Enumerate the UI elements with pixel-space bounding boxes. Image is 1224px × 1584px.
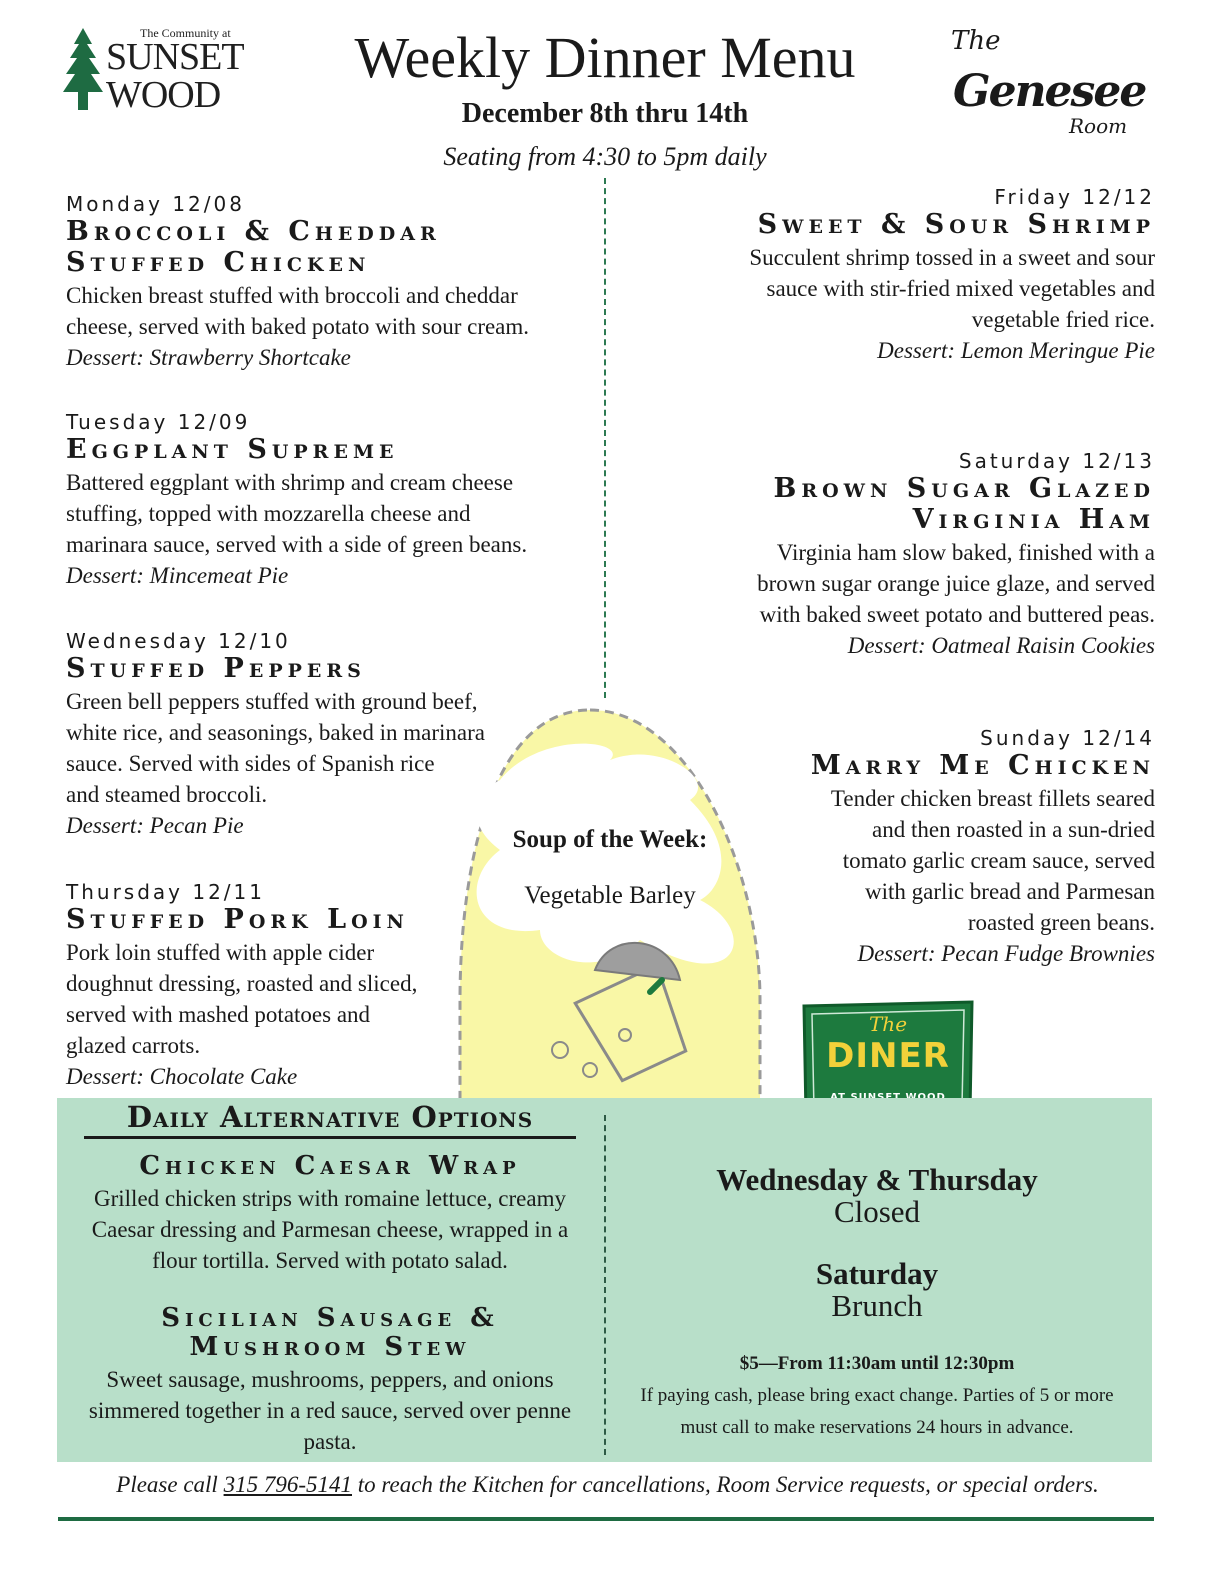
dish-description: Chicken breast stuffed with broccoli and cheddar [66,283,518,308]
dish-name: Stuffed Peppers [66,653,366,684]
dish-name: Eggplant Supreme [66,434,399,465]
alt-dish-name: Mushroom Stew [189,1332,471,1362]
sunset-wood-logo [62,26,262,126]
logo-tagline: The Community at [140,26,231,40]
dish-description: marinara sauce, served with a side of green beans. [66,532,528,557]
day-block [66,410,566,591]
day-block [66,192,566,373]
dish-description: glazed carrots. [66,1033,201,1058]
dish-name: Broccoli & Cheddar [66,216,441,247]
dish-description: sauce with stir-fried mixed vegetables and [766,276,1155,301]
day-label: Monday 12/08 [66,192,245,216]
kitchen-phone-link[interactable]: 315 796-5141 [223,1472,352,1497]
dish-description: vegetable fried rice. [971,307,1155,332]
day-block [700,449,1155,661]
reservation-note: must call to make reservations 24 hours in advance. [680,1417,1074,1438]
footer-note [60,1472,1155,1498]
dish-description: white rice, and seasonings, baked in marinara [66,720,485,745]
day-label: Thursday 12/11 [66,880,265,904]
dish-name: Marry Me Chicken [810,750,1155,781]
dish-name: Brown Sugar Glazed [773,473,1155,504]
dessert-line: Dessert: Mincemeat Pie [66,563,289,588]
dish-description: cheese, served with baked potato with sour cream. [66,314,530,339]
dish-description: Tender chicken breast fillets seared [830,786,1155,811]
alt-desc-line: simmered together in a red sauce, served over penne [88,1398,572,1423]
closed-days: Wednesday & Thursday [716,1162,1038,1197]
dish-description: Pork loin stuffed with apple cider [66,940,375,965]
dish-description: sauce. Served with sides of Spanish rice [66,751,435,776]
day-label: Wednesday 12/10 [66,629,291,653]
alt-item-1 [70,1152,590,1276]
dish-description: tomato garlic cream sauce, served [842,848,1155,873]
closed-label: Closed [833,1194,921,1229]
dish-description: brown sugar orange juice glaze, and served [757,571,1155,596]
dish-description: roasted green beans. [967,910,1155,935]
dish-name: Sweet & Sour Shrimp [757,209,1155,240]
brunch-day: Saturday [815,1256,939,1291]
day-label: Friday 12/12 [994,185,1155,209]
day-block [66,629,566,841]
alt-desc-line: Sweet sausage, mushrooms, peppers, and onions [106,1367,554,1392]
alt-desc-line: flour tortilla. Served with potato salad. [152,1248,508,1273]
alt-desc-line: pasta. [303,1429,357,1454]
alt-desc-line: Grilled chicken strips with romaine lettuce, creamy [94,1186,566,1211]
logo-word-wood: WOOD [106,74,221,116]
footer-rule [58,1517,1154,1521]
day-block [700,726,1155,969]
dish-description: Succulent shrimp tossed in a sweet and sour [749,245,1155,270]
dish-description: served with mashed potatoes and [66,1002,371,1027]
logo-genesee: Genesee [953,66,1146,117]
pine-tree-icon [62,28,104,124]
dish-name: Stuffed Chicken [66,247,371,278]
logo-room: Room [1069,114,1128,138]
soup-title: Soup of the Week: [512,826,708,853]
menu-dates: December 8th thru 14th [461,98,749,129]
diner-logo-main: DINER [826,1036,950,1076]
alt-desc-line: Caesar dressing and Parmesan cheese, wrapped in a [91,1217,569,1242]
dish-name: Stuffed Pork Loin [66,904,409,935]
dish-name: Virginia Ham [912,504,1155,535]
dish-description: with garlic bread and Parmesan [865,879,1155,904]
brunch-price-time: $5—From 11:30am until 12:30pm [739,1353,1015,1374]
cash-note: If paying cash, please bring exact change. Parties of 5 or more [640,1385,1114,1406]
dessert-line: Dessert: Oatmeal Raisin Cookies [847,633,1155,658]
day-label: Saturday 12/13 [958,449,1155,473]
day-label: Sunday 12/14 [980,726,1155,750]
alt-dish-name: Chicken Caesar Wrap [139,1151,521,1181]
soup-name: Vegetable Barley [524,882,696,909]
dish-description: Green bell peppers stuffed with ground beef, [66,689,478,714]
logo-the: The [951,26,1001,56]
dessert-line: Dessert: Strawberry Shortcake [66,345,351,370]
footer-text-after: to reach the Kitchen for cancellations, Room Service requests, or special orders. [352,1472,1099,1497]
page-title: Weekly Dinner Menu [354,25,856,90]
diner-logo-the: The [868,1012,908,1036]
diner-info [612,1162,1142,1444]
dish-description: and then roasted in a sun-dried [872,817,1155,842]
alternatives-title: Daily Alternative Options [84,1100,576,1139]
column-divider [604,178,606,698]
dish-description: doughnut dressing, roasted and sliced, [66,971,418,996]
dish-description: Battered eggplant with shrimp and cream cheese [66,470,514,495]
dish-description: with baked sweet potato and buttered peas. [759,602,1155,627]
seating-times: Seating from 4:30 to 5pm daily [443,142,767,171]
dish-description: and steamed broccoli. [66,782,268,807]
panel-divider [604,1115,606,1455]
alt-dish-name: Sicilian Sausage & [161,1303,499,1333]
genesee-room-logo [945,26,1145,136]
dessert-line: Dessert: Pecan Fudge Brownies [857,941,1155,966]
dish-description: Virginia ham slow baked, finished with a [776,540,1155,565]
dessert-line: Dessert: Pecan Pie [66,813,244,838]
brunch-label: Brunch [831,1288,923,1323]
alt-item-2 [70,1304,590,1457]
dessert-line: Dessert: Lemon Meringue Pie [877,338,1155,363]
day-block [700,185,1155,366]
logo-word-sunset: SUNSET [106,36,244,78]
day-label: Tuesday 12/09 [66,410,251,434]
footer-text-before: Please call [116,1472,224,1497]
dish-description: stuffing, topped with mozzarella cheese and [66,501,471,526]
day-block [66,880,566,1092]
dessert-line: Dessert: Chocolate Cake [66,1064,298,1089]
